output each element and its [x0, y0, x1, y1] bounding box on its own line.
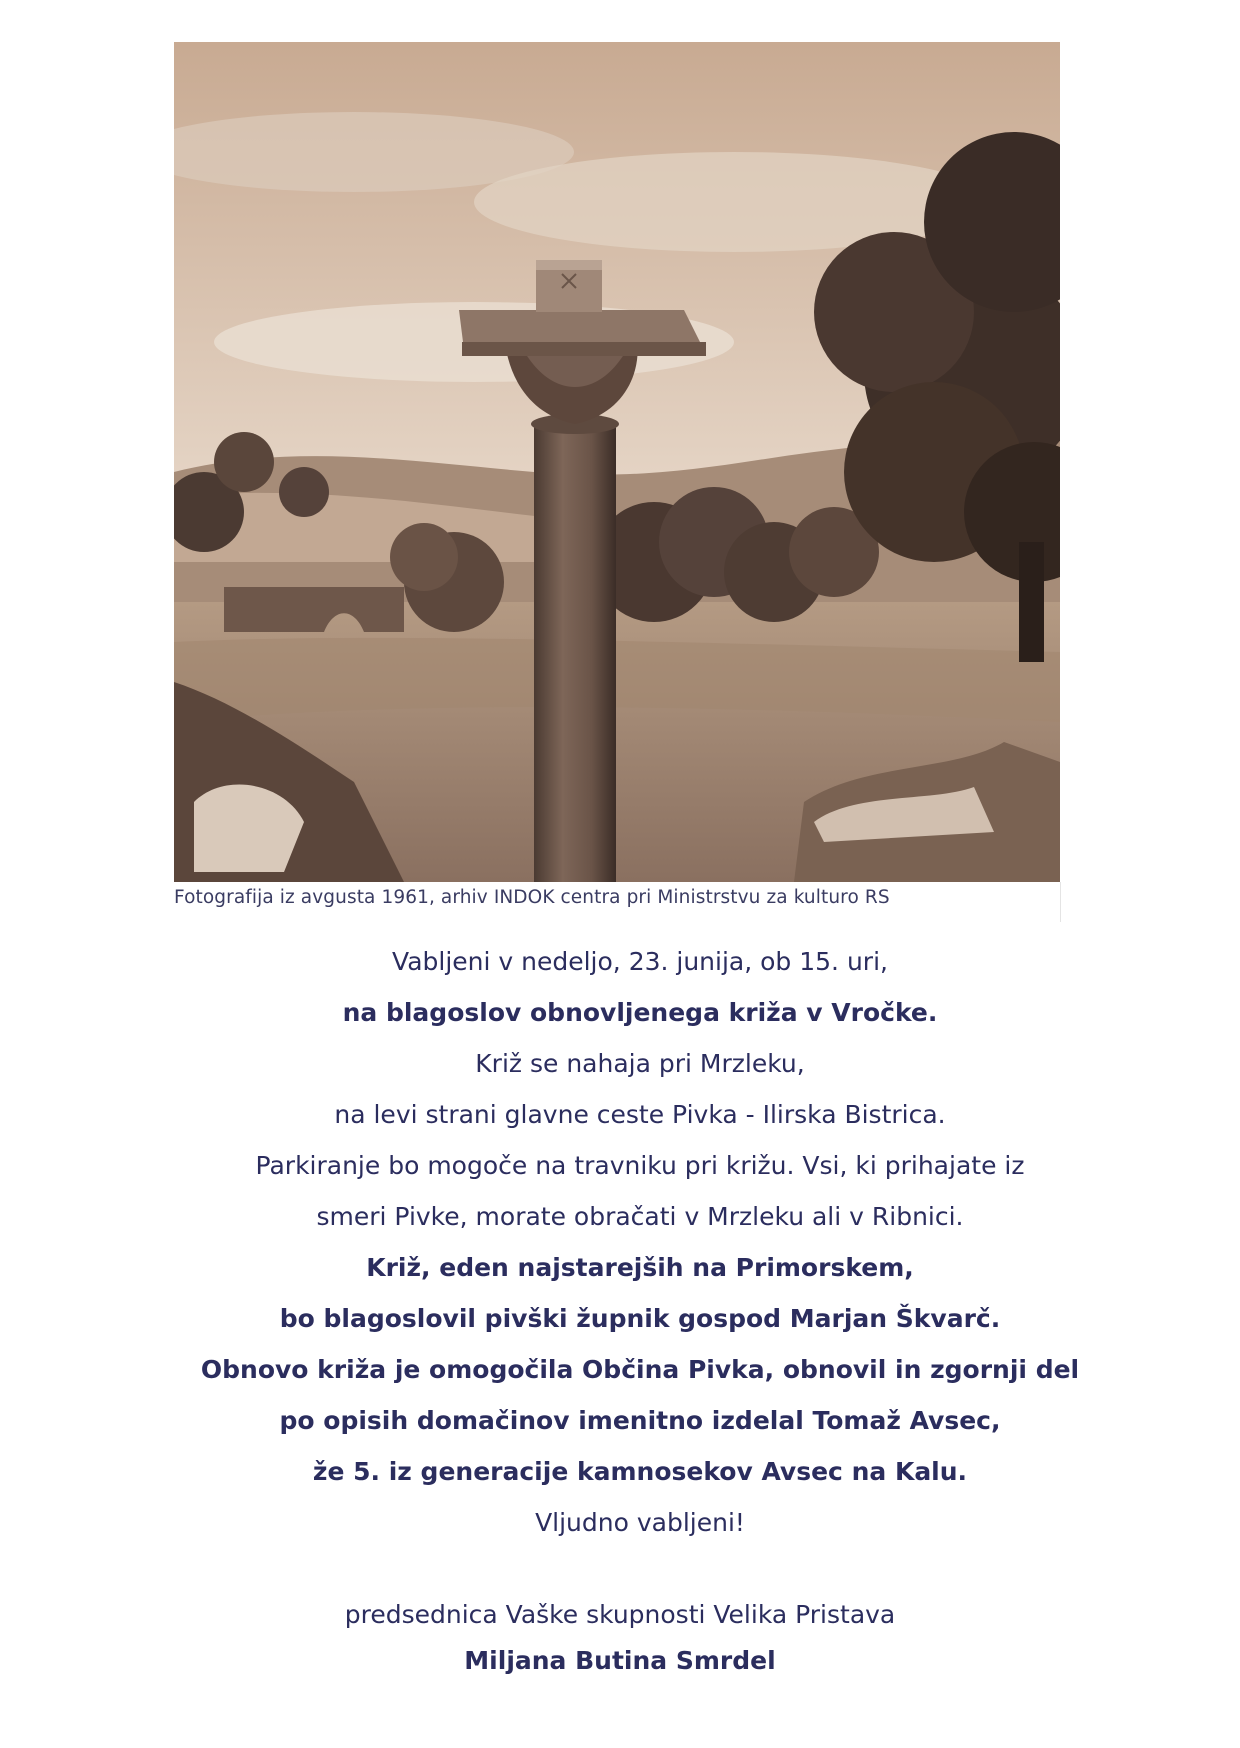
invitation-line-craftsman: po opisih domačinov imenitno izdelal Tomaž Avsec,: [279, 1406, 1001, 1435]
photo-border: [1060, 882, 1061, 922]
photo-caption: Fotografija iz avgusta 1961, arhiv INDOK centra pri Ministrstvu za kulturo RS: [174, 887, 890, 908]
signature-block: [200, 1592, 1040, 1684]
invitation-line-renovation: Obnovo križa je omogočila Občina Pivka, obnovil in zgornji del: [200, 1355, 1080, 1384]
invitation-line-road: na levi strani glavne ceste Pivka - Ilirska Bistrica.: [334, 1100, 946, 1129]
signature-name: Miljana Butina Smrdel: [464, 1646, 776, 1675]
invitation-line-generation: že 5. iz generacije kamnosekov Avsec na Kalu.: [312, 1457, 968, 1486]
archival-photo: [174, 42, 1060, 882]
stone-cross-photo: [174, 42, 1060, 882]
invitation-line-date: Vabljeni v nedeljo, 23. junija, ob 15. uri,: [392, 947, 888, 976]
invitation-line-oldest: Križ, eden najstarejših na Primorskem,: [366, 1253, 914, 1282]
invitation-line-blessing: na blagoslov obnovljenega križa v Vročke.: [342, 998, 938, 1027]
invitation-line-directions: smeri Pivke, morate obračati v Mrzleku ali v Ribnici.: [316, 1202, 964, 1231]
signature-title: predsednica Vaške skupnosti Velika Pristava: [344, 1600, 896, 1629]
invitation-text: [160, 936, 1120, 1548]
invitation-line-parking: Parkiranje bo mogoče na travniku pri križu. Vsi, ki prihajate iz: [255, 1151, 1025, 1180]
invitation-line-welcome: Vljudno vabljeni!: [535, 1508, 745, 1537]
invitation-line-location: Križ se nahaja pri Mrzleku,: [475, 1049, 805, 1078]
invitation-line-priest: bo blagoslovil pivški župnik gospod Marjan Škvarč.: [279, 1304, 1001, 1333]
